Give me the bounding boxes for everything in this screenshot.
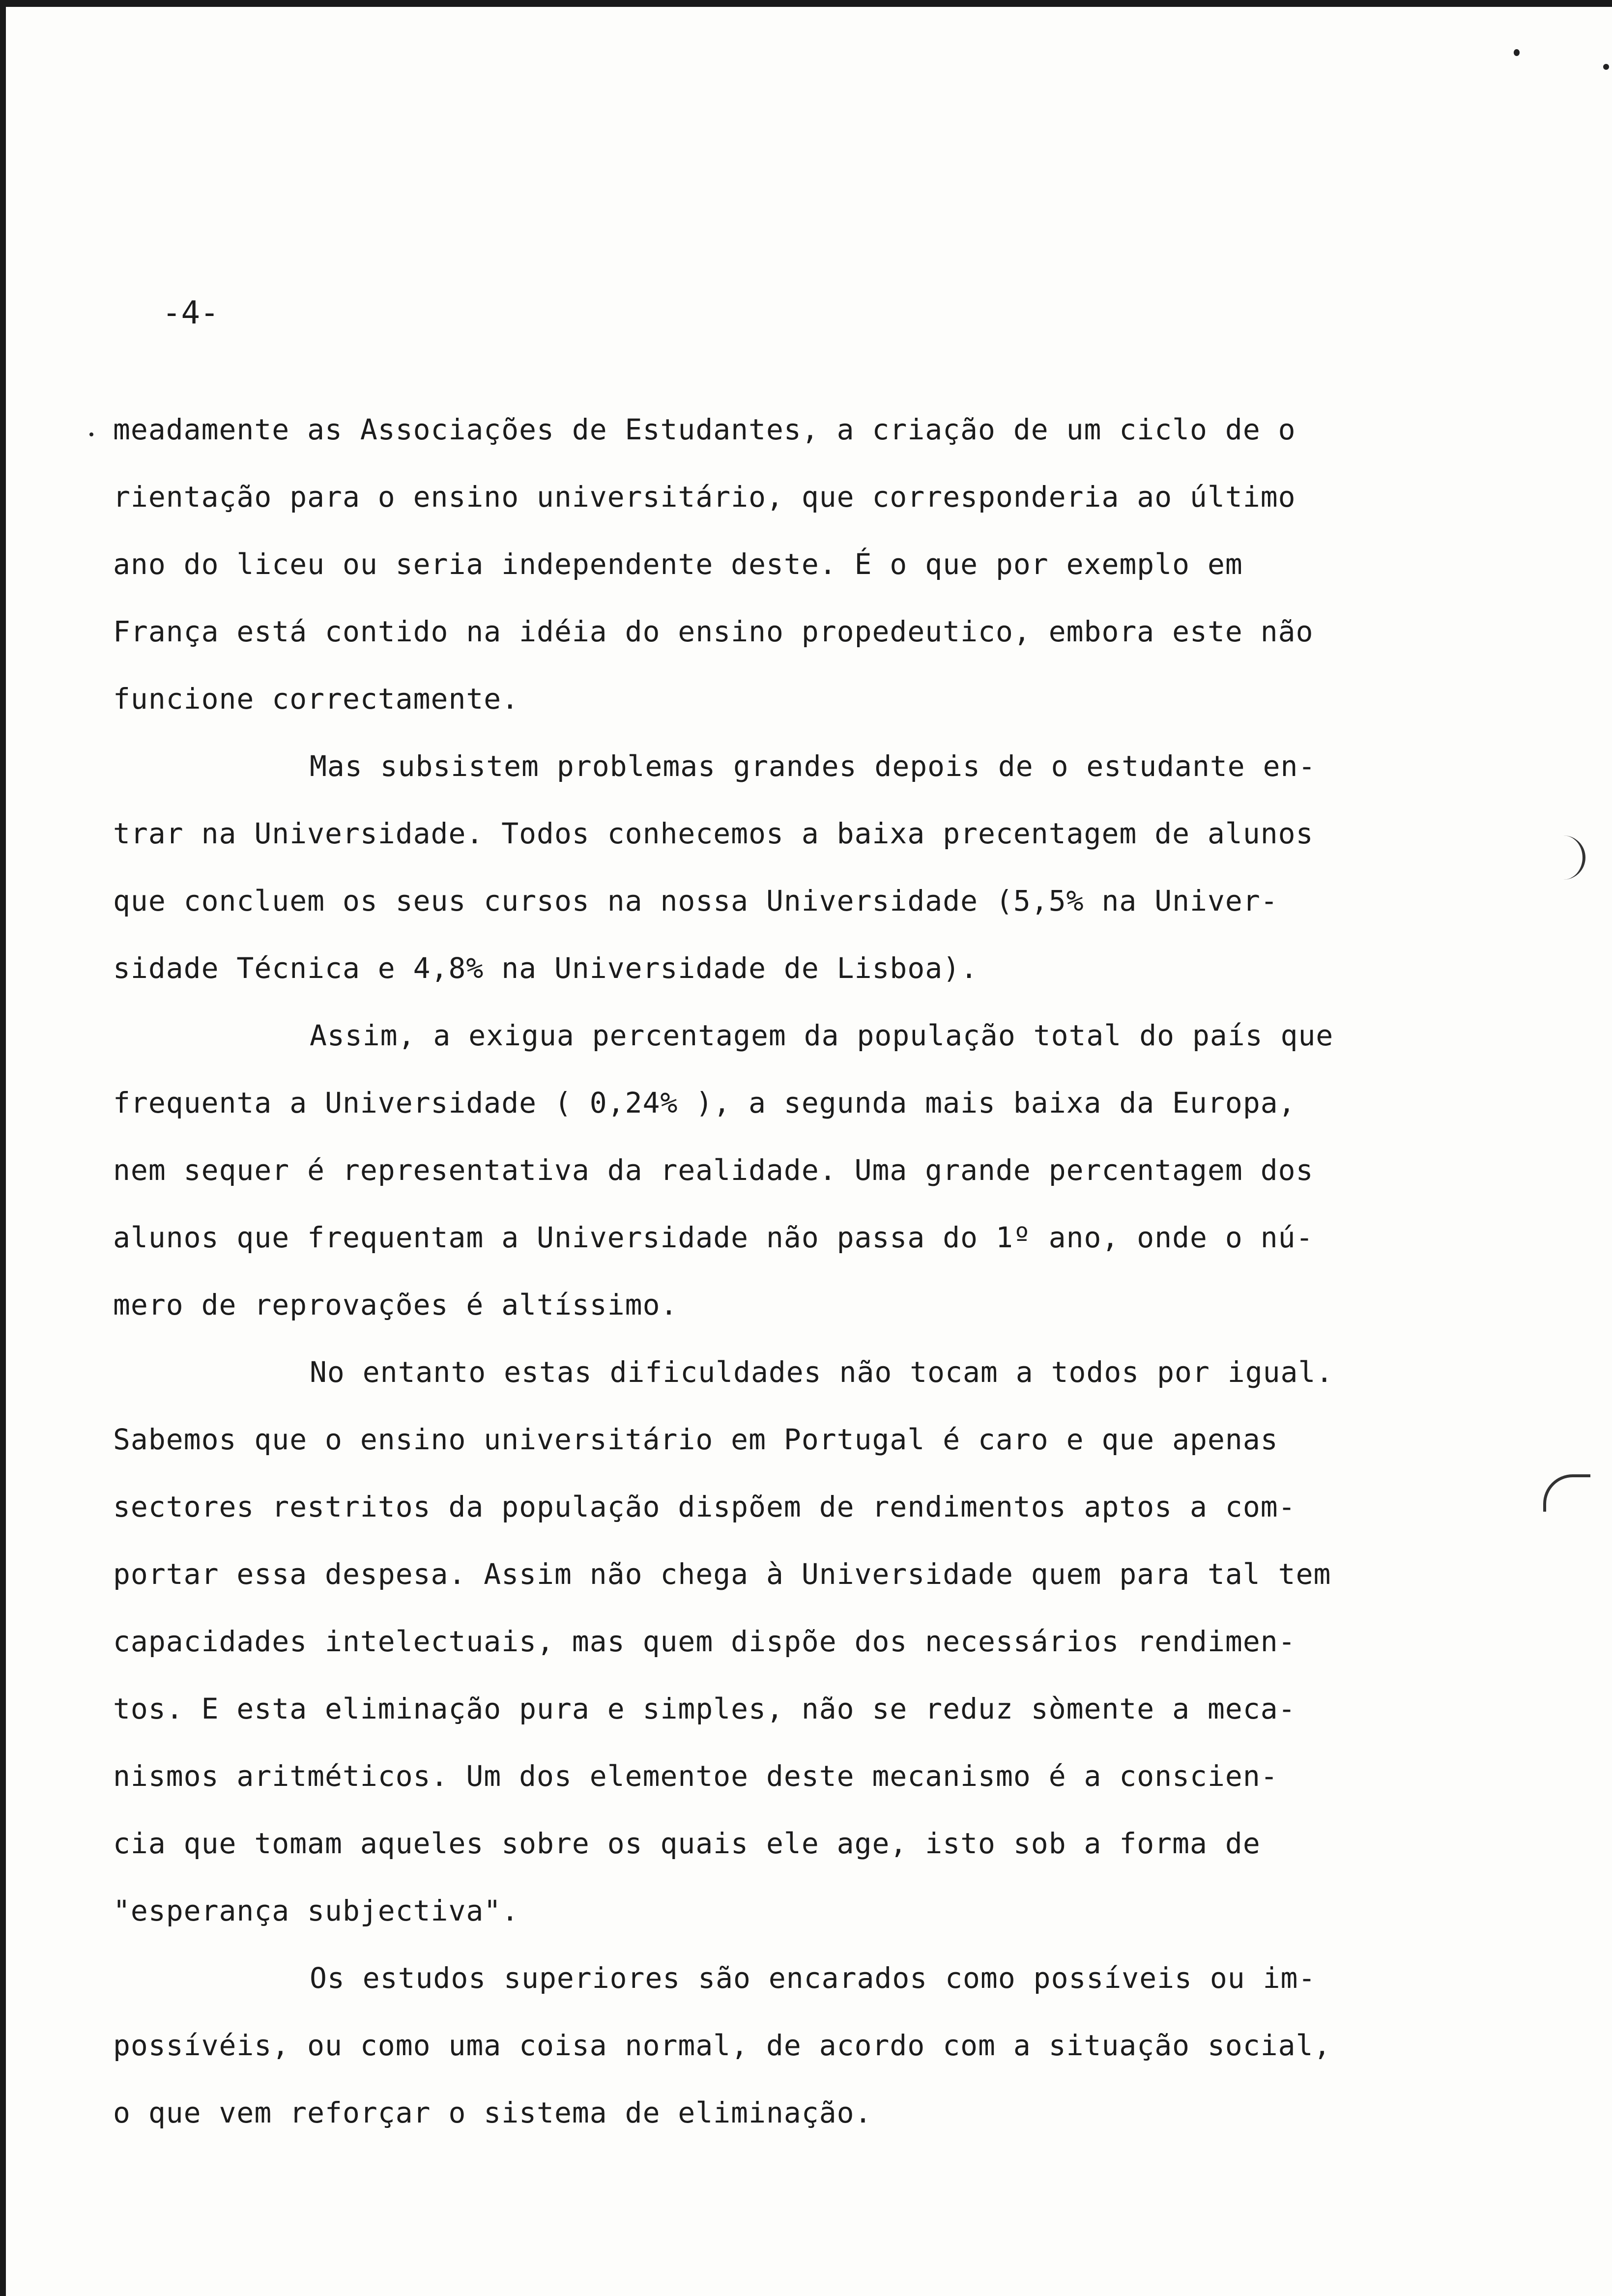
paragraph-start-line: Assim, a exigua percentagem da população total do país que — [310, 1019, 1334, 1052]
text-line: capacidades intelectuais, mas quem dispõe dos necessários rendimen- — [113, 1625, 1296, 1658]
text-line: cia que tomam aqueles sobre os quais ele age, isto sob a forma de — [113, 1827, 1261, 1860]
text-line: rientação para o ensino universitário, que corresponderia ao último — [113, 480, 1296, 514]
text-line: sidade Técnica e 4,8% na Universidade de Lisboa). — [113, 951, 979, 985]
text-line: tos. E esta eliminação pura e simples, não se reduz sòmente a meca- — [113, 1692, 1296, 1725]
scan-speck — [1603, 64, 1609, 70]
paragraph-start-line: No entanto estas dificuldades não tocam a todos por igual. — [310, 1355, 1334, 1389]
text-line: sectores restritos da população dispõem de rendimentos aptos a com- — [113, 1490, 1296, 1523]
text-line: funcione correctamente. — [113, 682, 519, 716]
paragraph-start-line: Mas subsistem problemas grandes depois de o estudante en- — [310, 749, 1316, 783]
text-line: França está contido na idéia do ensino propedeutico, embora este não — [113, 615, 1314, 648]
text-line: alunos que frequentam a Universidade não passa do 1º ano, onde o nú- — [113, 1221, 1314, 1254]
text-line: mero de reprovações é altíssimo. — [113, 1288, 678, 1321]
text-line: nismos aritméticos. Um dos elementoe deste mecanismo é a conscien- — [113, 1759, 1278, 1793]
text-line: nem sequer é representativa da realidade. Uma grande percentagem dos — [113, 1153, 1314, 1187]
text-line: frequenta a Universidade ( 0,24% ), a segunda mais baixa da Europa, — [113, 1086, 1296, 1119]
text-line: o que vem reforçar o sistema de eliminação. — [113, 2096, 872, 2129]
page-number: -4- — [162, 295, 219, 331]
text-line: possívéis, ou como uma coisa normal, de acordo com a situação social, — [113, 2029, 1331, 2062]
margin-mark — [1543, 835, 1585, 880]
text-line: que concluem os seus cursos na nossa Universidade (5,5% na Univer- — [113, 884, 1278, 918]
text-line: trar na Universidade. Todos conhecemos a baixa precentagem de alunos — [113, 817, 1314, 850]
margin-mark — [1543, 1474, 1590, 1512]
scan-speck — [89, 432, 93, 436]
text-line: portar essa despesa. Assim não chega à Universidade quem para tal tem — [113, 1557, 1331, 1591]
scan-border-top — [0, 0, 1612, 7]
scan-speck — [1514, 49, 1520, 56]
text-line: "esperança subjectiva". — [113, 1894, 519, 1927]
text-line: ano do liceu ou seria independente deste. É o que por exemplo em — [113, 547, 1243, 581]
text-line: meadamente as Associações de Estudantes, a criação de um ciclo de o — [113, 413, 1296, 446]
text-line: Sabemos que o ensino universitário em Portugal é caro e que apenas — [113, 1423, 1278, 1456]
paragraph-start-line: Os estudos superiores são encarados como possíveis ou im- — [310, 1961, 1316, 1995]
scan-border-left — [0, 0, 6, 2296]
